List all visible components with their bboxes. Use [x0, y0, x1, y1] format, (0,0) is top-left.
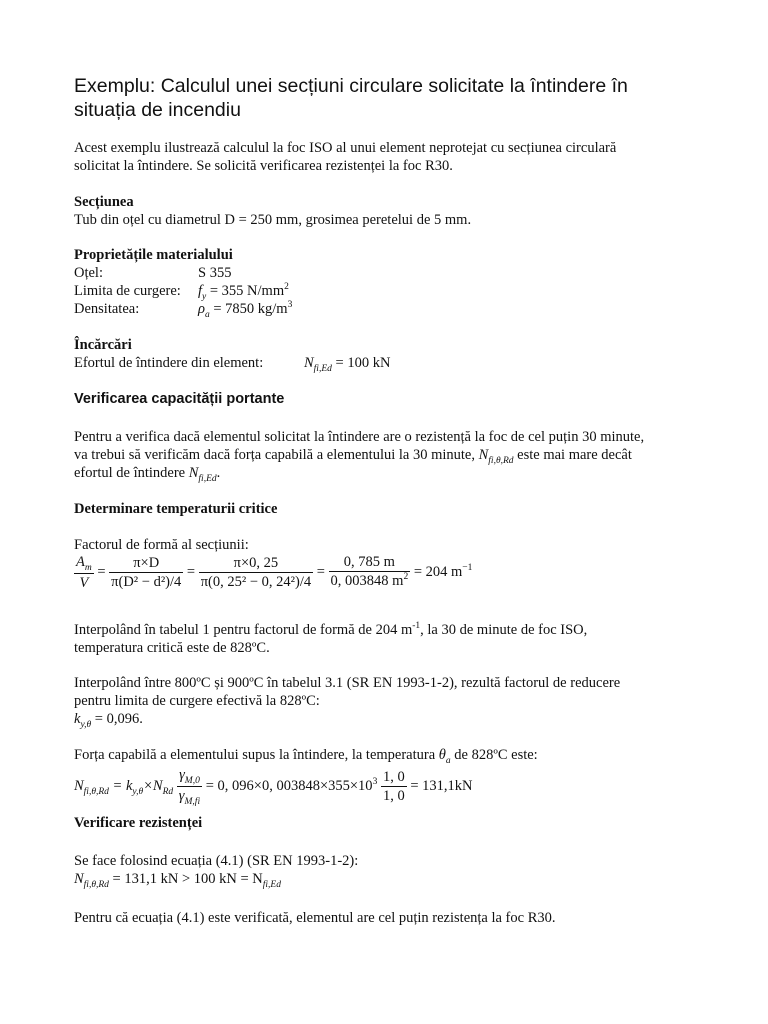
resist-equation: $N_{fi,\theta,Rd} = 131,1$ kN > 100 kN = $N_{fi,Ed}$	[74, 871, 281, 890]
conclusion: Pentru că ecuația (4.1) este verificată, elementul are cel puțin rezistența la foc R30.	[74, 910, 556, 926]
resist-heading: Verificare rezistenței	[74, 815, 203, 831]
interp1-line1: Interpolând în tabelul 1 pentru factorul de formă de 204 $m^{-1}$, la 30 de minute de foc ISO,	[74, 621, 588, 638]
capacity-equation: $N_{fi,\theta,Rd} = k_{y,\theta}\times N_{Rd}$ $\frac{\gamma_{M,0}}{\gamma_{M,fi}}$ = 0, 096×0, $003848\times 355\times 10^3$ $\frac{1, 0}{1, 0}$ = 131,1kN	[74, 767, 473, 807]
section-text: Tub din oțel cu diametrul D = 250 mm, grosimea peretelui de 5 mm.	[74, 212, 472, 228]
frac-one: $\frac{1, 0}{1, 0}$	[382, 769, 405, 804]
material-label-steel: Oțel:	[74, 265, 103, 281]
page-title-line1: Exemplu: Calculul unei secțiuni circulare solicitate la întindere în	[74, 75, 628, 97]
shape-factor-label: Factorul de formă al secțiunii:	[74, 537, 249, 553]
material-value-steel: S 355	[198, 265, 232, 281]
critical-heading: Determinare temperaturii critice	[74, 501, 278, 517]
material-label-density: Densitatea:	[74, 301, 140, 317]
intro-line1: Acest exemplu ilustrează calculul la foc ISO al unui element neprotejat cu secțiunea circulară	[74, 140, 617, 156]
interp1-line2: temperatura critică este de 828ºC.	[74, 640, 270, 656]
material-value-density: $\rho_a = 7850$ $kg/m^3$	[198, 300, 293, 320]
material-heading: Proprietățile materialului	[74, 247, 233, 263]
page-title-line2: situația de incendiu	[74, 99, 241, 121]
verif-p1: Pentru a verifica dacă elementul solicitat la întindere are o rezistență la foc de cel puțin 30 minute,	[74, 429, 645, 445]
verif-p3: efortul de întindere $N_{fi,Ed}$.	[74, 465, 221, 484]
frac-am-v: $\frac{A_m}{V}$	[76, 554, 92, 591]
reduction-factor: $k_{y,\theta} = 0,096$.	[74, 711, 143, 730]
frac-pi-d: $\frac{\pi\times D}{\text{π(D² − d²)/4}}$	[111, 555, 182, 590]
verif-heading: Verificarea capacității portante	[74, 391, 285, 407]
force-text: Forța capabilă a elementului supus la întindere, la temperatura $\theta_a$ de 828ºC este:	[74, 747, 538, 766]
resist-text: Se face folosind ecuația (4.1) (SR EN 1993-1-2):	[74, 853, 359, 869]
intro-line2: solicitat la întindere. Se solicită verificarea rezistenței la foc R30.	[74, 158, 453, 174]
shape-factor-formula: $\frac{A_m}{V}$ = $\frac{\pi\times D}{\text{π(D² − d²)/4}}$ = $\frac{\pi\times 0, 25}{\text{π(0, 25² − 0, 24²)/4}}$ = $\frac{0, 785 m}{0, 003848 m^2}$ = 204 $m^{-1}$	[76, 554, 473, 591]
loads-label: Efortul de întindere din element:	[74, 355, 264, 371]
frac-pi-values: $\frac{\pi\times 0, 25}{\text{π(0, 25² − 0, 24²)/4}}$	[200, 555, 312, 590]
loads-value: $N_{fi,Ed} = 100$ kN	[304, 355, 391, 374]
frac-gamma: $\frac{\gamma_{M,0}}{\gamma_{M,fi}}$	[178, 767, 201, 807]
loads-heading: Încărcări	[74, 337, 132, 353]
section-heading: Secțiunea	[74, 194, 134, 210]
material-label-yield: Limita de curgere:	[74, 283, 181, 299]
interp2-line1: Interpolând între 800ºC și 900ºC în tabelul 3.1 (SR EN 1993-1-2), rezultă factorul de reducere	[74, 675, 621, 691]
frac-result: $\frac{0, 785 m}{0, 003848 m^2}$	[330, 554, 409, 589]
material-value-yield: $f_y = 355$ $N/mm^2$	[198, 282, 289, 302]
verif-p2: va trebui să verificăm dacă forța capabilă a elementului la 30 minute, $N_{fi,\theta,Rd}$ este mai mare decât	[74, 447, 632, 466]
interp2-line2: pentru limita de curgere efectivă la 828ºC:	[74, 693, 320, 709]
